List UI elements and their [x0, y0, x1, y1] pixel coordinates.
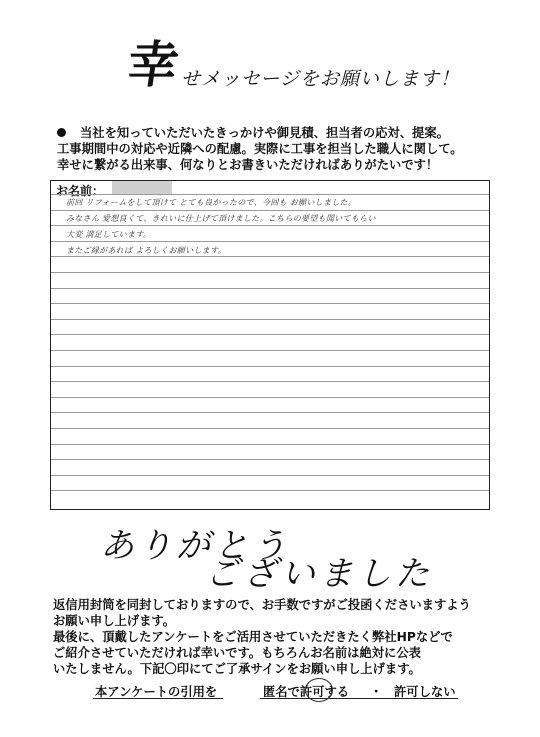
- ruled-line: [51, 334, 489, 335]
- ruled-line: [51, 194, 489, 195]
- ruled-line: [51, 256, 489, 257]
- title-kanji: 幸: [123, 35, 183, 94]
- intro-line-3: 幸せに繋がる出来事、何なりとお書きいただければありがたいです！: [57, 158, 439, 172]
- closing-line-5: いたしません。下記〇印にてご了承サインをお願い申し上げます。: [53, 662, 421, 676]
- thanks-calligraphy-line-2: ございました: [205, 554, 433, 594]
- ruled-line: [51, 444, 489, 445]
- consent-separator: ・: [370, 685, 383, 699]
- selection-circle: [305, 678, 333, 702]
- intro-line-1: 当社を知っていただいたきっかけや御見積、担当者の応対、提案。: [57, 125, 463, 141]
- ruled-line: [51, 241, 489, 242]
- consent-options-underline: [260, 698, 458, 699]
- ruled-line: [51, 459, 489, 460]
- ruled-line: [51, 490, 489, 491]
- thanks-calligraphy-line-1: ありがとう: [100, 526, 290, 566]
- ruled-line: [51, 225, 489, 226]
- page-title: せメッセージをお願いします！: [181, 68, 460, 90]
- bullet-icon: [57, 128, 66, 137]
- handwritten-line-3: 大変 満足しています。: [66, 230, 152, 239]
- consent-option-allow[interactable]: 匿名で許可する: [263, 685, 350, 699]
- intro-text: [57, 125, 463, 173]
- ruled-line: [51, 412, 489, 413]
- name-label: お名前：: [56, 184, 105, 198]
- handwritten-line-4: またご縁があれば よろしくお願いします。: [66, 246, 226, 255]
- ruled-line: [51, 366, 489, 367]
- ruled-line: [51, 381, 489, 382]
- closing-line-1: 返信用封筒を同封しておりますので、お手数ですがご投函くださいますよう: [53, 598, 471, 612]
- consent-option-deny[interactable]: 許可しない: [394, 685, 456, 699]
- name-redaction: [112, 181, 172, 194]
- ruled-line: [51, 210, 489, 211]
- closing-line-3: 最後に、頂戴したアンケートをご活用させていただきたく弊社HPなどで: [53, 630, 453, 644]
- handwritten-line-2: みなさん 愛想良くて、きれいに仕上げて頂けました。こちらの要望も聞いてもらい: [66, 214, 376, 223]
- closing-text: [53, 597, 471, 677]
- handwritten-line-1: 前回 リフォームをして頂けて とても良かったので、今回も お願いしました。: [66, 198, 357, 207]
- ruled-line: [51, 397, 489, 398]
- intro-line-2: 工事期間中の対応や近隣への配慮。実際に工事を担当した職人に関して。: [57, 142, 463, 156]
- ruled-line: [51, 288, 489, 289]
- consent-underline: [93, 698, 223, 699]
- ruled-line: [51, 303, 489, 304]
- ruled-line: [51, 272, 489, 273]
- ruled-line: [51, 428, 489, 429]
- closing-line-2: お願い申し上げます。: [53, 614, 175, 628]
- ruled-line: [51, 319, 489, 320]
- ruled-line: [51, 475, 489, 476]
- consent-prompt: 本アンケートの引用を: [95, 685, 218, 699]
- closing-line-4: ご紹介させていただければ幸いです。もちろんお名前は絶対に公表: [53, 646, 421, 660]
- ruled-line: [51, 350, 489, 351]
